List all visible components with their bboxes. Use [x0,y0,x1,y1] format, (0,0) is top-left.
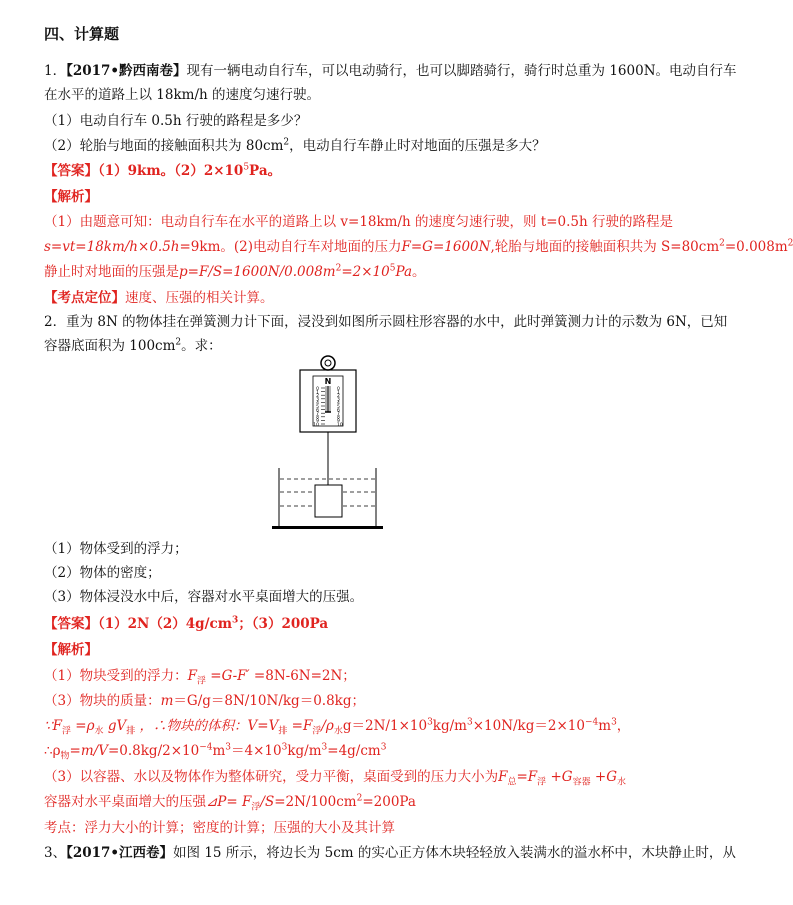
scale-tick-label: 7 [316,412,319,417]
scale-tick-label: 6 [337,408,340,414]
q2-sub1: （1）物体受到的浮力； [44,541,188,557]
scale-tick-label: 0 [337,386,340,392]
q1-intro-line1: 1．【2017•黔西南卷】现有一辆电动自行车，可以电动骑行，也可以脚踏骑行，骑行时总重为 1600N。电动自行车 [44,63,737,79]
q1-intro-line2: 在水平的道路上以 18km/h 的速度匀速行驶。 [44,87,320,103]
scale-ring [321,356,335,370]
q2-intro-line2: 容器底面积为 $100cm^2$。求： [44,337,222,354]
scale-tick-label: 9 [337,419,340,425]
scale-tick-label: 5 [337,404,340,410]
q1-answer: 【答案】（1）9km。$(2)2\times 10^5Pa$。 [44,162,282,179]
scale-tick-label: 2 [337,394,340,399]
q2-answer: 【答案】$(1)2N(2)4g/cm^3$；（3）200Pa [44,615,329,632]
scale-tick-label: 1 [316,390,319,396]
q3-source-tag: 【2017•江西卷】 [66,845,174,861]
q1-explanation-line2: s=vt=18km/h×0.5h=9km。(2)电动自行车对地面的压力F=G=1600N,轮胎与地面的接触面积共为 $S=80cm^2=0.008m^2$ [44,238,793,255]
q3-intro-line1: 3、【2017•江西卷】如图 15 所示，将边长为 5cm 的实心正方体木块轻轻放入装满水的溢水杯中，木块静止时，从 [44,845,736,861]
scale-tick-label: 3 [337,397,340,403]
q2-analysis-label: 【解析】 [44,642,98,658]
q1-key-points: 【考点定位】速度、压强的相关计算。 [44,290,274,306]
q2-explanation-line6: 容器对水平桌面增大的压强⊿P= $F_浮/S=2N/100cm^2=200Pa$ [44,793,416,813]
q1-explanation-line3: 静止时对地面的压强是$p=F/S=1600N/0.008m^2=2\times 10^5Pa$。 [44,263,426,280]
scale-tick-label: 1 [337,390,340,396]
scale-tick-label: 7 [337,412,340,417]
q2-explanation-line4: $\therefore\rho_物=m/V=0.8kg/2\times 10^{-4}m^3=4\times 10^3kg/m^3=4g/cm^3$ [44,742,387,762]
q2-sub3: （3）物体浸没水中后，容器对水平桌面增大的压强。 [44,589,364,605]
container-base [272,526,383,529]
q1-explanation-line1: （1）由题意可知：电动自行车在水平的道路上以 v=18km/h 的速度匀速行驶，则 t=0.5h 行驶的路程是 [44,214,673,230]
scale-tick-label: 8 [337,415,340,421]
scale-tick-label: 8 [316,415,319,421]
scale-tick-label: 6 [316,408,319,414]
scale-tick-label: 4 [337,401,340,407]
scale-tick-label: 9 [316,419,319,425]
scale-tick-label: 4 [316,401,319,407]
q2-explanation-line3: $\because F_浮 =\rho_水$ $gV_排$ ，∴物块的体积：$V=V_排 =F_浮/\rho_水g=2N/1\times 10^3kg/m^3\times 10N/kg=2\times 10^{-4}m^3$， [44,717,631,737]
submerged-block [315,485,342,517]
q1-sub1: （1）电动自行车 0.5h 行驶的路程是多少？ [44,113,308,129]
q1-sub2: （2）轮胎与地面的接触面积共为 $80cm^2$，电动自行车静止时对地面的压强是多大？ [44,137,546,154]
scale-tick-label: 2 [316,394,319,399]
q2-explanation-line1: （1）物块受到的浮力：$F_浮 =G-F' =8N-6N=2N$； [44,668,356,687]
q2-key-points: 考点：浮力大小的计算；密度的计算；压强的大小及其计算 [44,820,395,836]
q2-intro-line1: 2．重为 8N 的物体挂在弹簧测力计下面，浸没到如图所示圆柱形容器的水中，此时弹簧测力计的示数为 6N，已知 [44,314,728,330]
scale-tick-label: 3 [316,397,319,403]
scale-tick-label: 10 [313,422,319,428]
scale-unit-label: N [324,377,332,386]
q2-explanation-line2: （3）物块的质量：m＝G/g＝8N/10N/kg＝0.8kg； [44,693,365,709]
q1-analysis-label: 【解析】 [44,189,98,205]
q1-source-tag: 【2017•黔西南卷】 [66,63,187,79]
spring-scale-figure [262,350,382,535]
q2-sub2: （2）物体的密度； [44,565,161,581]
q2-explanation-line5: （3）以容器、水以及物体作为整体研究，受力平衡，桌面受到的压力大小为$F_总=F_浮 +G_{容器} +G_水$ [44,769,626,788]
scale-tick-label: 5 [316,404,319,410]
scale-tick-label: 10 [337,422,343,428]
section-title: 四、计算题 [44,25,120,43]
scale-tick-label: 0 [316,386,319,392]
